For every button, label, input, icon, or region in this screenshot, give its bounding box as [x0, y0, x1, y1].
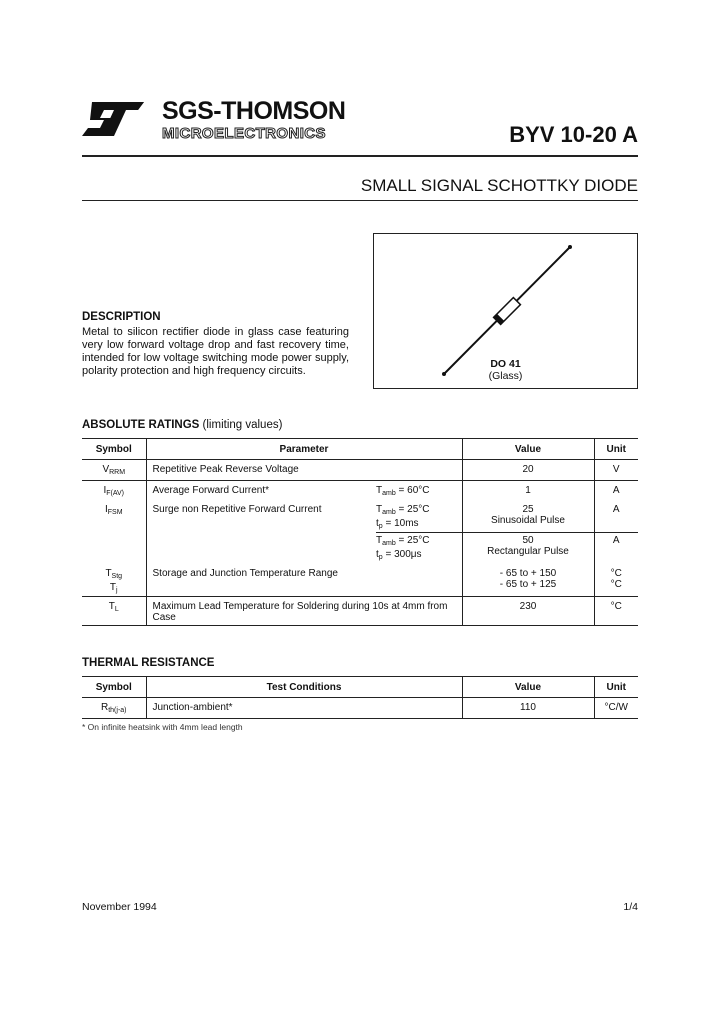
symbol-cell	[82, 533, 146, 567]
footer-date: November 1994	[82, 901, 157, 913]
page-number: 1/4	[623, 901, 638, 913]
condition-cell: $T_{amb} = 25^\circ C$ $t_p = 10ms$	[376, 503, 430, 530]
col-value: Value	[462, 677, 594, 698]
col-symbol: Symbol	[82, 677, 146, 698]
value-cell: 110	[462, 698, 594, 719]
parameter-cell	[146, 533, 376, 567]
col-unit: Unit	[594, 677, 638, 698]
unit-cell: °C	[594, 597, 638, 626]
col-parameter: Parameter	[146, 439, 462, 460]
description-text: Metal to silicon rectifier diode in glass case featuring very low forward voltage drop and fast recovery time, intended for low voltage switching mode power supply, polarity protection and high frequency circuits.	[82, 326, 349, 377]
table-row	[82, 502, 638, 533]
header-rule	[82, 155, 638, 157]
value-cell: - 65 to + 150 - 65 to + 125	[462, 567, 594, 597]
brand-subtitle: MICROELECTRONICS	[162, 125, 326, 142]
footnote: * On infinite heatsink with 4mm lead length	[82, 722, 243, 732]
col-value: Value	[462, 439, 594, 460]
condition-cell: Junction-ambient*	[146, 698, 462, 719]
title-rule	[82, 200, 638, 201]
value-cell: 50 Rectangular Pulse	[462, 533, 594, 567]
unit-cell: °C/W	[594, 698, 638, 719]
description-heading: DESCRIPTION	[82, 311, 161, 323]
value-cell: 1	[462, 481, 594, 502]
symbol-cell: $I_{FSM}$	[104, 503, 123, 516]
symbol-cell: $T_{Stg}$ $T_j$	[105, 567, 123, 594]
table-row	[82, 460, 638, 481]
table-row	[82, 567, 638, 597]
symbol-cell: $V_{RRM}$	[102, 464, 126, 476]
part-number: BYV 10-20 A	[509, 122, 638, 147]
parameter-cell: Average Forward Current*	[146, 481, 376, 502]
unit-cell: V	[594, 460, 638, 481]
unit-cell: A	[594, 502, 638, 533]
symbol-cell: $I_{F(AV)}$	[103, 485, 125, 497]
value-cell: 25 Sinusoidal Pulse	[462, 502, 594, 533]
absolute-ratings-heading: ABSOLUTE RATINGS (limiting values)	[82, 419, 283, 431]
table-row	[82, 597, 638, 626]
unit-cell: A	[594, 481, 638, 502]
parameter-cell: Surge non Repetitive Forward Current	[146, 502, 376, 533]
document-title: SMALL SIGNAL SCHOTTKY DIODE	[360, 176, 638, 195]
unit-cell: °C °C	[594, 567, 638, 597]
symbol-cell: $R_{th(j-a)}$	[100, 702, 127, 714]
col-test-conditions: Test Conditions	[146, 677, 462, 698]
table-row	[82, 481, 638, 502]
unit-cell: A	[594, 533, 638, 567]
condition-cell: $T_{amb} = 60^\circ C$	[376, 485, 430, 497]
table-row	[82, 533, 638, 567]
parameter-cell: Storage and Junction Temperature Range	[146, 567, 462, 597]
parameter-cell: Repetitive Peak Reverse Voltage	[146, 460, 462, 481]
table-row	[82, 698, 638, 719]
package-figure	[373, 233, 638, 389]
col-symbol: Symbol	[82, 439, 146, 460]
st-logo-icon	[82, 98, 152, 140]
value-cell: 20	[462, 460, 594, 481]
brand-name: SGS-THOMSON	[162, 97, 346, 125]
parameter-cell: Maximum Lead Temperature for Soldering during 10s at 4mm from Case	[146, 597, 462, 626]
col-unit: Unit	[594, 439, 638, 460]
package-name: DO 41	[490, 358, 521, 370]
thermal-heading: THERMAL RESISTANCE	[82, 657, 215, 669]
package-material: (Glass)	[488, 370, 523, 382]
value-cell: 230	[462, 597, 594, 626]
thermal-table	[82, 676, 638, 719]
absolute-ratings-table	[82, 438, 638, 626]
condition-cell: $T_{amb} = 25^\circ C$ $t_p = 300\mu s$	[376, 533, 462, 567]
symbol-cell: $T_L$	[108, 601, 119, 613]
